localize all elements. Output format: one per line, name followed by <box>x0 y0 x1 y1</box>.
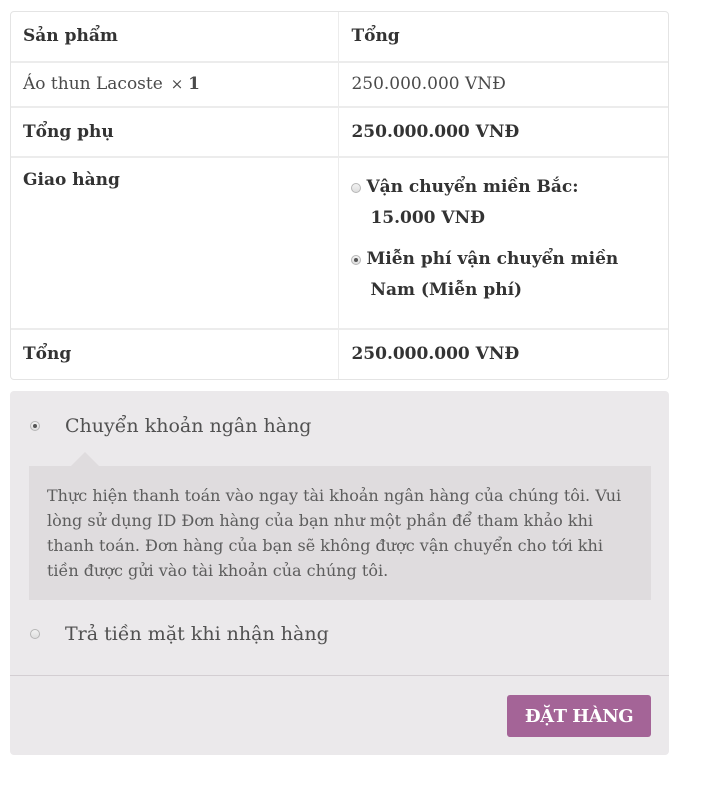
shipping-row <box>11 158 668 330</box>
payment-method-cod[interactable] <box>30 623 329 645</box>
order-review-table <box>10 11 669 380</box>
payment-radio-bank-transfer[interactable] <box>30 421 40 431</box>
subtotal-label: Tổng phụ <box>11 108 339 158</box>
shipping-label: Giao hàng <box>11 158 339 330</box>
header-total: Tổng <box>339 12 668 63</box>
order-total-row <box>11 330 668 379</box>
subtotal-row <box>11 108 668 158</box>
shipping-option-south-free[interactable]: Miễn phí vận chuyển miền Nam (Miễn phí) <box>351 244 656 306</box>
payment-divider <box>10 675 669 676</box>
payment-section <box>10 391 669 755</box>
payment-label-cod[interactable]: Trả tiền mặt khi nhận hàng <box>65 623 329 645</box>
payment-label-bank-transfer[interactable]: Chuyển khoản ngân hàng <box>65 415 312 437</box>
table-row <box>11 63 668 108</box>
payment-method-bank-transfer[interactable] <box>30 415 311 437</box>
place-order-button[interactable]: ĐẶT HÀNG <box>507 695 651 737</box>
table-header-row <box>11 12 668 63</box>
shipping-option-north[interactable]: Vận chuyển miền Bắc: 15.000 VNĐ <box>351 172 656 234</box>
payment-radio-cod[interactable] <box>30 629 40 639</box>
shipping-radio-south-free[interactable] <box>351 255 361 265</box>
product-quantity: × 1 <box>170 74 200 94</box>
shipping-options <box>339 158 668 330</box>
product-name: Áo thun Lacoste <box>23 74 163 94</box>
subtotal-value: 250.000.000 VNĐ <box>339 108 668 158</box>
shipping-radio-north[interactable] <box>351 183 361 193</box>
product-total: 250.000.000 VNĐ <box>339 63 668 108</box>
payment-description-box: Thực hiện thanh toán vào ngay tài khoản ngân hàng của chúng tôi. Vui lòng sử dụng ID Đơn hàng của bạn như một phần để tham khảo khi thanh toán. Đơn hàng của bạn sẽ không được vận chuyển cho tới khi tiền được gửi vào tài khoản của chúng tôi. <box>29 466 651 600</box>
order-total-value: 250.000.000 VNĐ <box>351 344 520 364</box>
header-product: Sản phẩm <box>11 12 339 63</box>
order-total-label: Tổng <box>11 330 339 379</box>
product-cell <box>11 63 339 108</box>
